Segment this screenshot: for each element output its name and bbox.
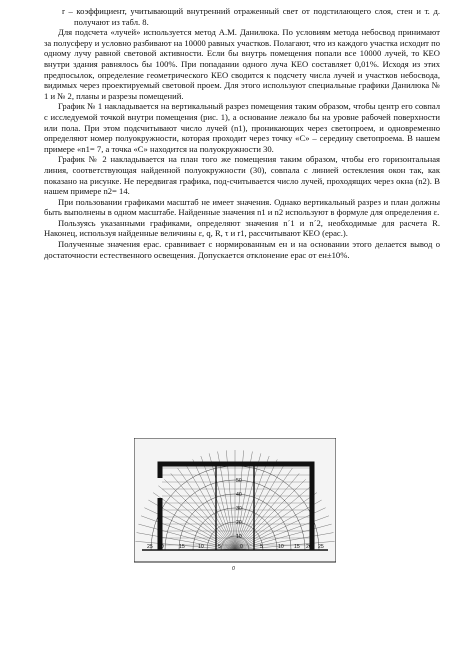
scale-label-right-10: 10 <box>278 544 284 550</box>
paragraph-scale-note: При пользовании графиками масштаб не имеет значения. Однако вертикальный разрез и план должны быть выполнены в одном масштабе. Найденные значения n1 и n2 используют в формуле для определения ε. <box>44 196 440 218</box>
scale-label-left-10: 10 <box>198 544 204 550</box>
vertical-label-30: 30 <box>236 506 242 512</box>
scale-label-right-5: 5 <box>260 544 263 550</box>
scale-label-center: 0 <box>240 544 243 550</box>
paragraph-graph-2: График № 2 накладывается на план того же помещения таким образом, чтобы его горизонтальная линия, соответствующая найденной полуокружности (30), совпала с линией остекления окон так, как показано на рисунке. Не передвигая графика, под-считывается число лучей, проходящих через окна (n2). В нашем примере n2= 14. <box>44 154 440 197</box>
scale-label-left-15: 15 <box>179 544 185 550</box>
scale-label-right-25: 25 <box>318 544 324 550</box>
vertical-label-50: 50 <box>236 478 242 484</box>
vertical-label-40: 40 <box>236 492 242 498</box>
figure-bottom-label: 0 <box>232 566 235 572</box>
scale-label-left-25: 25 <box>147 544 153 550</box>
paragraph-comparison: Полученные значения eрас. сравнивает с нормированным eн и на основании этого делается вывод о достаточности естественного освещения. Допускается отклонение eрас от eн±10%. <box>44 239 440 260</box>
paragraph-r-definition: r – коэффициент, учитывающий внутренний отраженный свет от подстилающего слоя, стен и т. д. получают из табл. 8. <box>62 6 440 27</box>
paragraph-graph-1: График № 1 накладывается на вертикальный разрез помещения таким образом, чтобы центр его совпал с исследуемой точкой внутри помещения (рис. 1), а основание лежало бы на уровне рабочей поверхности или пола. При этом подсчитывают число лучей (n1), проникающих через светопроем, и одновременно определяют номер полуокружности, которая проходит через точку «С» – середину светопроема. В нашем примере «n1= 7, а точка «С» находится на полуокружности 30. <box>44 101 440 154</box>
scale-label-left-20: 20 <box>158 544 164 550</box>
scale-label-right-20: 20 <box>306 544 312 550</box>
paragraph-calc-r: Пользуясь указанными графиками, определяют значения n´1 и n´2, необходимые для расчета R. Наконец, используя найденные величины ε, q, R, τ и r1, рассчитывают КЕО (eрас.). <box>44 217 440 239</box>
vertical-label-10: 10 <box>236 534 242 540</box>
scale-label-left-5: 5 <box>218 544 221 550</box>
danilyuk-graph-figure <box>134 438 336 576</box>
scale-label-right-15: 15 <box>294 544 300 550</box>
vertical-label-20: 20 <box>236 520 242 526</box>
paragraph-danilyuk-method: Для подсчета «лучей» используется метод А.М. Данилюка. По условиям метода небосвод принимают за полусферу и условно разбивают на 10000 равных участков. Полагают, что из каждого участка исходит по одному лучу равной световой активности. Если бы внутрь помещения попали все 10000 лучей, то КЕО внутри здания равнялось бы 100%. При попадании одного луча КЕО составляет 0,01%. Исходя из этих предпосылок, определение геометрического КЕО сводится к подсчету числа лучей и участков небосвода, видимых через проектируемый световой проем. Для этого используют специальные графики Данилюка № 1 и № 2, планы и разрезы помещений. <box>44 27 440 101</box>
body-text <box>44 6 440 260</box>
